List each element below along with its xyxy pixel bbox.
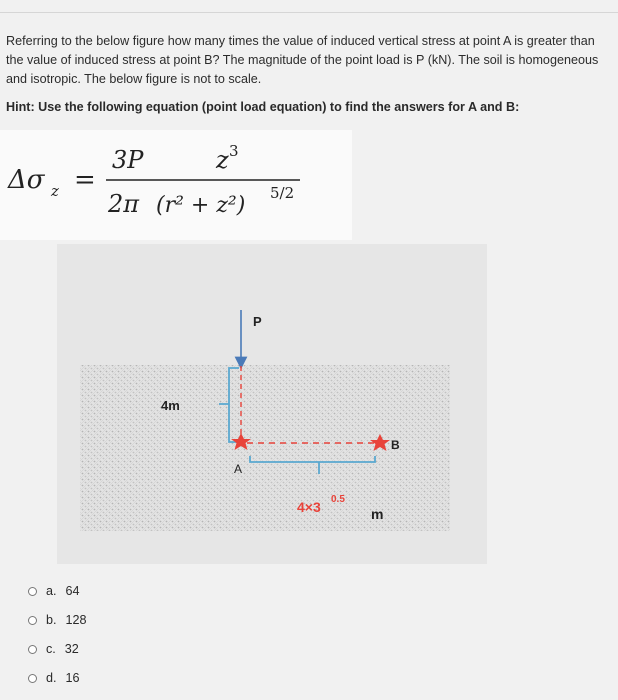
radio-button-b[interactable] [28,616,37,625]
formula-den2: (r² + z²) [156,193,246,218]
distance-unit: m [371,506,384,522]
option-d[interactable] [28,669,80,687]
option-a-value: 64 [65,584,80,598]
distance-label: 4×3 [297,499,321,515]
soil-figure [57,244,487,564]
radio-button-c[interactable] [28,645,37,654]
formula-den1: 2π [108,190,140,218]
formula-num2-exp: 3 [229,142,239,160]
radio-button-a[interactable] [28,587,37,596]
option-d-letter: d. [46,671,57,685]
hint-text: Hint: Use the following equation (point load equation) to find the answers for A and B: [6,100,520,114]
option-b[interactable] [28,611,87,629]
option-c-letter: c. [46,642,56,656]
formula-lhs-sub: z [51,182,59,200]
point-b-label: B [391,438,400,452]
formula-num2-base: z [216,146,229,174]
option-a[interactable] [28,582,80,600]
option-d-value: 16 [65,671,80,685]
formula-den2-exp: 5/2 [270,184,295,202]
load-label: P [253,314,262,329]
formula-lhs: Δσ [8,165,45,195]
formula-num1: 3P [112,146,144,174]
option-c[interactable] [28,640,79,658]
option-b-letter: b. [46,613,57,627]
option-c-value: 32 [64,642,79,656]
formula-equals: = [74,165,96,195]
radio-button-d[interactable] [28,674,37,683]
question-text: Referring to the below figure how many times the value of induced vertical stress at point A is greater than the value of induced stress at point B? The magnitude of the point load is P (kN). The soil is homogeneous and isotropic. The below figure is not to scale. [6,34,599,86]
point-a-label: A [234,462,243,476]
depth-label: 4m [161,398,180,413]
option-a-letter: a. [46,584,57,598]
distance-exponent: 0.5 [331,494,345,505]
top-divider [0,12,618,13]
formula-image [0,130,352,240]
option-b-value: 128 [65,613,87,627]
